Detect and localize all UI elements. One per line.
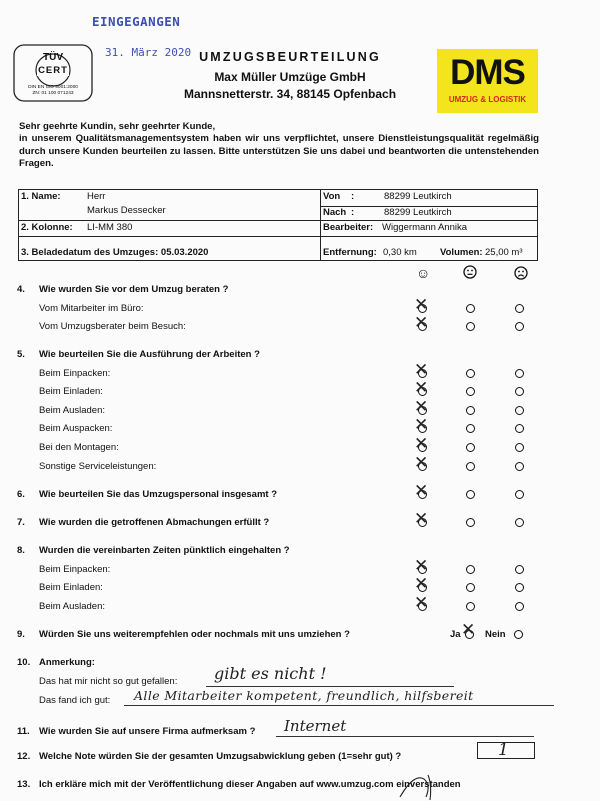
rating-cross-mark: ✕ <box>414 556 429 576</box>
tuv-text: TÜV <box>43 52 63 63</box>
rating-radio[interactable] <box>466 406 475 415</box>
q5-item-einpacken: Beim Einpacken: <box>39 368 111 379</box>
date-row <box>21 247 208 258</box>
salutation-value: Herr <box>87 191 106 202</box>
question-8 <box>17 545 290 556</box>
rating-radio[interactable] <box>515 443 524 452</box>
to-colon: : <box>351 207 355 218</box>
q4-item-visit: Vom Umzugsberater beim Besuch: <box>39 321 186 332</box>
to-label: Nach <box>323 207 347 218</box>
happy-face-icon: ☺ <box>416 265 431 281</box>
rating-radio[interactable] <box>466 424 475 433</box>
question-number: 13. <box>17 779 31 790</box>
rating-radio[interactable] <box>466 462 475 471</box>
from-value: 88299 Leutkirch <box>384 191 452 202</box>
q10-good-line <box>124 705 554 706</box>
q10-bad-line <box>206 686 454 687</box>
rating-cross-mark: ✕ <box>414 397 429 417</box>
question-text: Ich erkläre mich mit der Veröffentlichung dieser Angaben auf www.umzug.com einverstanden <box>39 779 461 790</box>
cert-text: CERT <box>38 65 68 76</box>
rating-cross-mark: ✕ <box>414 360 429 380</box>
page-title: UMZUGSBEURTEILUNG <box>199 50 381 64</box>
rating-radio[interactable] <box>515 565 524 574</box>
rating-cross-mark: ✕ <box>414 415 429 435</box>
rating-radio[interactable] <box>466 490 475 499</box>
rating-cross-mark: ✕ <box>414 313 429 333</box>
rating-cross-mark: ✕ <box>414 574 429 594</box>
q5-item-montagen: Bei den Montagen: <box>39 442 119 453</box>
dms-logo-subtext: UMZUG & LOGISTIK <box>448 95 527 104</box>
to-value: 88299 Leutkirch <box>384 207 452 218</box>
rating-cross-mark: ✕ <box>414 481 429 501</box>
q10-good-label: Das fand ich gut: <box>39 695 111 706</box>
info-table <box>18 189 538 261</box>
question-11 <box>17 726 255 737</box>
q11-line <box>276 736 534 737</box>
q8-item-einladen: Beim Einladen: <box>39 582 103 593</box>
intro-text <box>19 121 539 170</box>
iso-line: DIN EN ISO 9001:2000 <box>28 85 78 90</box>
cert-number: ZN: 01 100 071243 <box>32 91 74 96</box>
question-number: 10. <box>17 657 31 668</box>
rating-radio[interactable] <box>466 565 475 574</box>
question-number: 7. <box>17 517 25 528</box>
q8-item-ausladen: Beim Ausladen: <box>39 601 106 612</box>
rating-radio[interactable] <box>466 583 475 592</box>
rating-radio[interactable] <box>515 369 524 378</box>
greeting: Sehr geehrte Kundin, sehr geehrter Kunde, <box>19 121 216 132</box>
question-12 <box>17 751 401 762</box>
name-value: Markus Dessecker <box>87 205 166 216</box>
distance-value: 0,30 km <box>383 247 417 258</box>
question-number: 8. <box>17 545 25 556</box>
q5-item-service: Sonstige Serviceleistungen: <box>39 461 157 472</box>
rating-cross-mark: ✕ <box>414 593 429 613</box>
company-name: Max Müller Umzüge GmbH <box>214 70 366 84</box>
rating-cross-mark: ✕ <box>414 453 429 473</box>
question-text: Wie beurteilen Sie das Umzugspersonal insgesamt ? <box>39 489 278 500</box>
question-text: Würden Sie uns weiterempfehlen oder nochmals mit uns umziehen ? <box>39 629 350 640</box>
rating-radio[interactable] <box>466 602 475 611</box>
q8-item-einpacken: Beim Einpacken: <box>39 564 111 575</box>
volume-value: 25,00 m³ <box>485 247 523 258</box>
rating-radio[interactable] <box>515 406 524 415</box>
table-rule <box>19 220 537 221</box>
question-5 <box>17 349 260 360</box>
question-text: Wie wurden Sie auf unsere Firma aufmerksam ? <box>39 726 256 737</box>
question-9 <box>17 629 350 640</box>
company-block <box>150 69 430 103</box>
volume-label: Volumen: <box>440 247 483 258</box>
question-13 <box>17 779 461 790</box>
sad-face-icon <box>514 266 528 283</box>
q9-yes-cross: ✕ <box>461 620 476 640</box>
q10-bad-answer[interactable]: gibt es nicht ! <box>214 664 327 683</box>
rating-cross-mark: ✕ <box>414 378 429 398</box>
rating-radio[interactable] <box>515 462 524 471</box>
signature-scribble <box>396 771 446 801</box>
date-label: 3. Beladedatum des Umzuges: <box>21 247 159 258</box>
rating-cross-mark: ✕ <box>414 509 429 529</box>
q11-answer[interactable]: Internet <box>284 717 347 735</box>
company-address: Mannsnetterstr. 34, 88145 Opfenbach <box>183 87 397 101</box>
rating-radio[interactable] <box>466 518 475 527</box>
rating-radio[interactable] <box>466 443 475 452</box>
question-number: 4. <box>17 284 25 295</box>
rating-radio[interactable] <box>515 490 524 499</box>
q12-answer: 1 <box>498 740 509 760</box>
q5-item-einladen: Beim Einladen: <box>39 386 103 397</box>
question-4 <box>17 284 228 295</box>
question-number: 11. <box>17 726 30 737</box>
rating-radio[interactable] <box>515 424 524 433</box>
question-7 <box>17 517 269 528</box>
kolonne-value: LI-MM 380 <box>87 222 133 233</box>
q9-yes-label: Ja <box>450 629 461 640</box>
dms-logo-text: DMS <box>450 53 525 92</box>
question-text: Anmerkung: <box>39 657 95 668</box>
question-number: 5. <box>17 349 25 360</box>
rating-radio[interactable] <box>466 369 475 378</box>
q5-item-auspacken: Beim Auspacken: <box>39 423 113 434</box>
editor-label: Bearbeiter: <box>323 222 374 233</box>
question-6 <box>17 489 277 500</box>
dms-logo <box>437 49 538 113</box>
question-number: 6. <box>17 489 25 500</box>
question-number: 9. <box>17 629 25 640</box>
intro-body: in unserem Qualitätsmanagementsystem haben wir uns verpflichtet, unsere Dienstleistungsqualität regelmäßig durch unsere Kunden beurteilen zu lassen. Bitte unterstützen Sie uns dabei und beantworten die untenstehenden Fragen. <box>19 133 539 169</box>
table-rule <box>19 236 537 237</box>
question-text: Welche Note würden Sie der gesamten Umzugsabwicklung geben (1=sehr gut) ? <box>39 751 402 762</box>
tuv-cert-logo <box>13 44 93 102</box>
rating-radio[interactable] <box>515 518 524 527</box>
question-text: Wie beurteilen Sie die Ausführung der Arbeiten ? <box>39 349 260 360</box>
rating-radio[interactable] <box>466 322 475 331</box>
question-text: Wie wurden Sie vor dem Umzug beraten ? <box>39 284 229 295</box>
distance-label: Entfernung: <box>323 247 377 258</box>
neutral-face-icon <box>463 265 477 282</box>
q9-no-label: Nein <box>485 629 506 640</box>
q10-bad-label: Das hat mir nicht so gut gefallen: <box>39 676 178 687</box>
rating-radio[interactable] <box>515 583 524 592</box>
table-divider <box>320 190 321 260</box>
question-10 <box>17 657 95 668</box>
question-number: 12. <box>17 751 31 762</box>
rating-cross-mark: ✕ <box>414 434 429 454</box>
q5-item-ausladen: Beim Ausladen: <box>39 405 106 416</box>
rating-radio[interactable] <box>515 304 524 313</box>
editor-value: Wiggermann Annika <box>382 222 468 233</box>
q10-good-answer[interactable]: Alle Mitarbeiter kompetent, freundlich, hilfsbereit <box>134 688 474 703</box>
from-colon: : <box>351 191 355 202</box>
q4-item-office: Vom Mitarbeiter im Büro: <box>39 303 144 314</box>
rating-radio[interactable] <box>466 304 475 313</box>
rating-radio[interactable] <box>515 602 524 611</box>
question-text: Wurden die vereinbarten Zeiten pünktlich eingehalten ? <box>39 545 290 556</box>
date-value: 05.03.2020 <box>160 247 209 258</box>
question-text: Wie wurden die getroffenen Abmachungen erfüllt ? <box>39 517 270 528</box>
rating-radio[interactable] <box>515 322 524 331</box>
rating-radio[interactable] <box>515 387 524 396</box>
q9-no-radio[interactable] <box>514 630 523 639</box>
from-label: Von <box>323 191 341 202</box>
received-stamp: EINGEGANGEN <box>92 14 181 29</box>
rating-cross-mark: ✕ <box>414 295 429 315</box>
rating-radio[interactable] <box>466 387 475 396</box>
received-date: 31. März 2020 <box>105 46 192 59</box>
kolonne-label: 2. Kolonne: <box>21 222 73 233</box>
name-label: 1. Name: <box>21 191 61 202</box>
